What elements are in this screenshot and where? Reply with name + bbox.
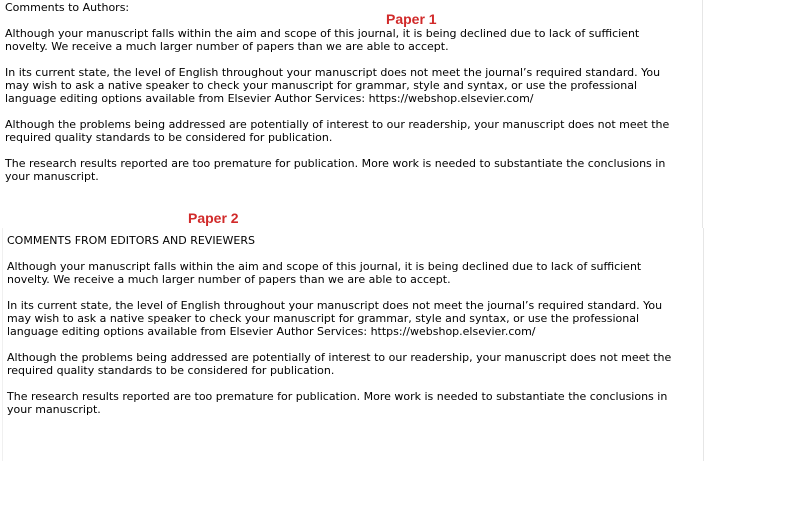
paper-1-heading: Comments to Authors: [5, 1, 130, 14]
paper-2-paragraph-quality: Although the problems being addressed are potentially of interest to our readership, your manuscript does not meet the required quality standards to be considered for publication. [7, 351, 672, 377]
paper-2-label: Paper 2 [188, 210, 239, 226]
paper-2-paragraph-english: In its current state, the level of English throughout your manuscript does not meet the journal’s required standard. You may wish to ask a native speaker to check your manuscript for grammar, style and syntax, or use the professional language editing options available from Elsevier Author Services: https://webshop.elsevier.com/ [7, 299, 663, 338]
paper-1-paragraph-english: In its current state, the level of English throughout your manuscript does not meet the journal’s required standard. You may wish to ask a native speaker to check your manuscript for grammar, style and syntax, or use the professional language editing options available from Elsevier Author Services: https://webshop.elsevier.com/ [5, 66, 661, 105]
paper-1-paragraph-novelty: Although your manuscript falls within the aim and scope of this journal, it is being declined due to lack of sufficient novelty. We receive a much larger number of papers than we are able to accept. [5, 27, 640, 53]
paper-1-paragraph-quality: Although the problems being addressed are potentially of interest to our readership, your manuscript does not meet the required quality standards to be considered for publication. [5, 118, 670, 144]
paper-2-heading: COMMENTS FROM EDITORS AND REVIEWERS [7, 234, 255, 247]
paper-2-paragraph-novelty: Although your manuscript falls within the aim and scope of this journal, it is being declined due to lack of sufficient novelty. We receive a much larger number of papers than we are able to accept. [7, 260, 642, 286]
paper-2-paragraph-premature: The research results reported are too premature for publication. More work is needed to substantiate the conclusions in your manuscript. [7, 390, 668, 416]
paper-1-label: Paper 1 [386, 11, 437, 27]
paper-1-paragraph-premature: The research results reported are too premature for publication. More work is needed to substantiate the conclusions in your manuscript. [5, 157, 666, 183]
